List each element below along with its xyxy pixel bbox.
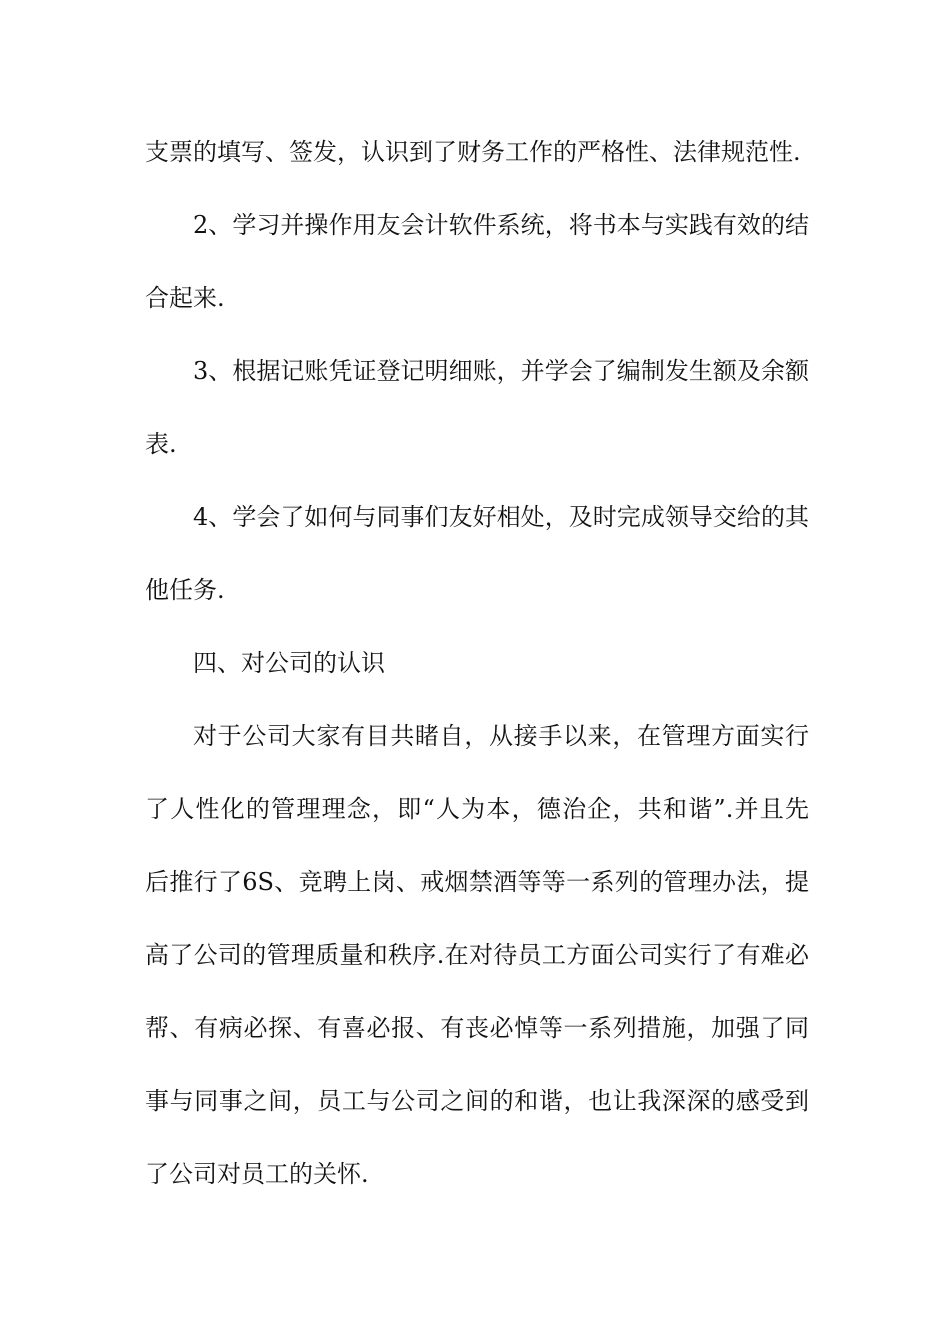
section-heading: 四、对公司的认识 xyxy=(193,649,385,677)
text-line-9: 对于公司大家有目共睹自，从接手以来，在管理方面实行 xyxy=(193,722,809,750)
text-line-1: 支票的填写、签发，认识到了财务工作的严格性、法律规范性. xyxy=(145,138,801,166)
text-line-4: 3、根据记账凭证登记明细账，并学会了编制发生额及余额 xyxy=(193,357,809,385)
text-line-15: 了公司对员工的关怀. xyxy=(145,1160,369,1188)
text-line-5: 表. xyxy=(145,430,177,458)
text-line-2: 2、学习并操作用友会计软件系统，将书本与实践有效的结 xyxy=(193,211,809,239)
text-line-14: 事与同事之间，员工与公司之间的和谐，也让我深深的感受到 xyxy=(145,1087,809,1115)
text-line-10: 了人性化的管理理念，即“人为本，德治企，共和谐”.并且先 xyxy=(145,795,809,823)
text-line-3: 合起来. xyxy=(145,284,225,312)
text-line-12: 高了公司的管理质量和秩序.在对待员工方面公司实行了有难必 xyxy=(145,941,809,969)
text-line-7: 他任务. xyxy=(145,576,225,604)
text-line-6: 4、学会了如何与同事们友好相处，及时完成领导交给的其 xyxy=(193,503,809,531)
body-text xyxy=(145,128,809,1223)
text-line-13: 帮、有病必探、有喜必报、有丧必悼等一系列措施，加强了同 xyxy=(145,1014,809,1042)
text-line-11: 后推行了6S、竞聘上岗、戒烟禁酒等等一系列的管理办法，提 xyxy=(145,868,809,896)
